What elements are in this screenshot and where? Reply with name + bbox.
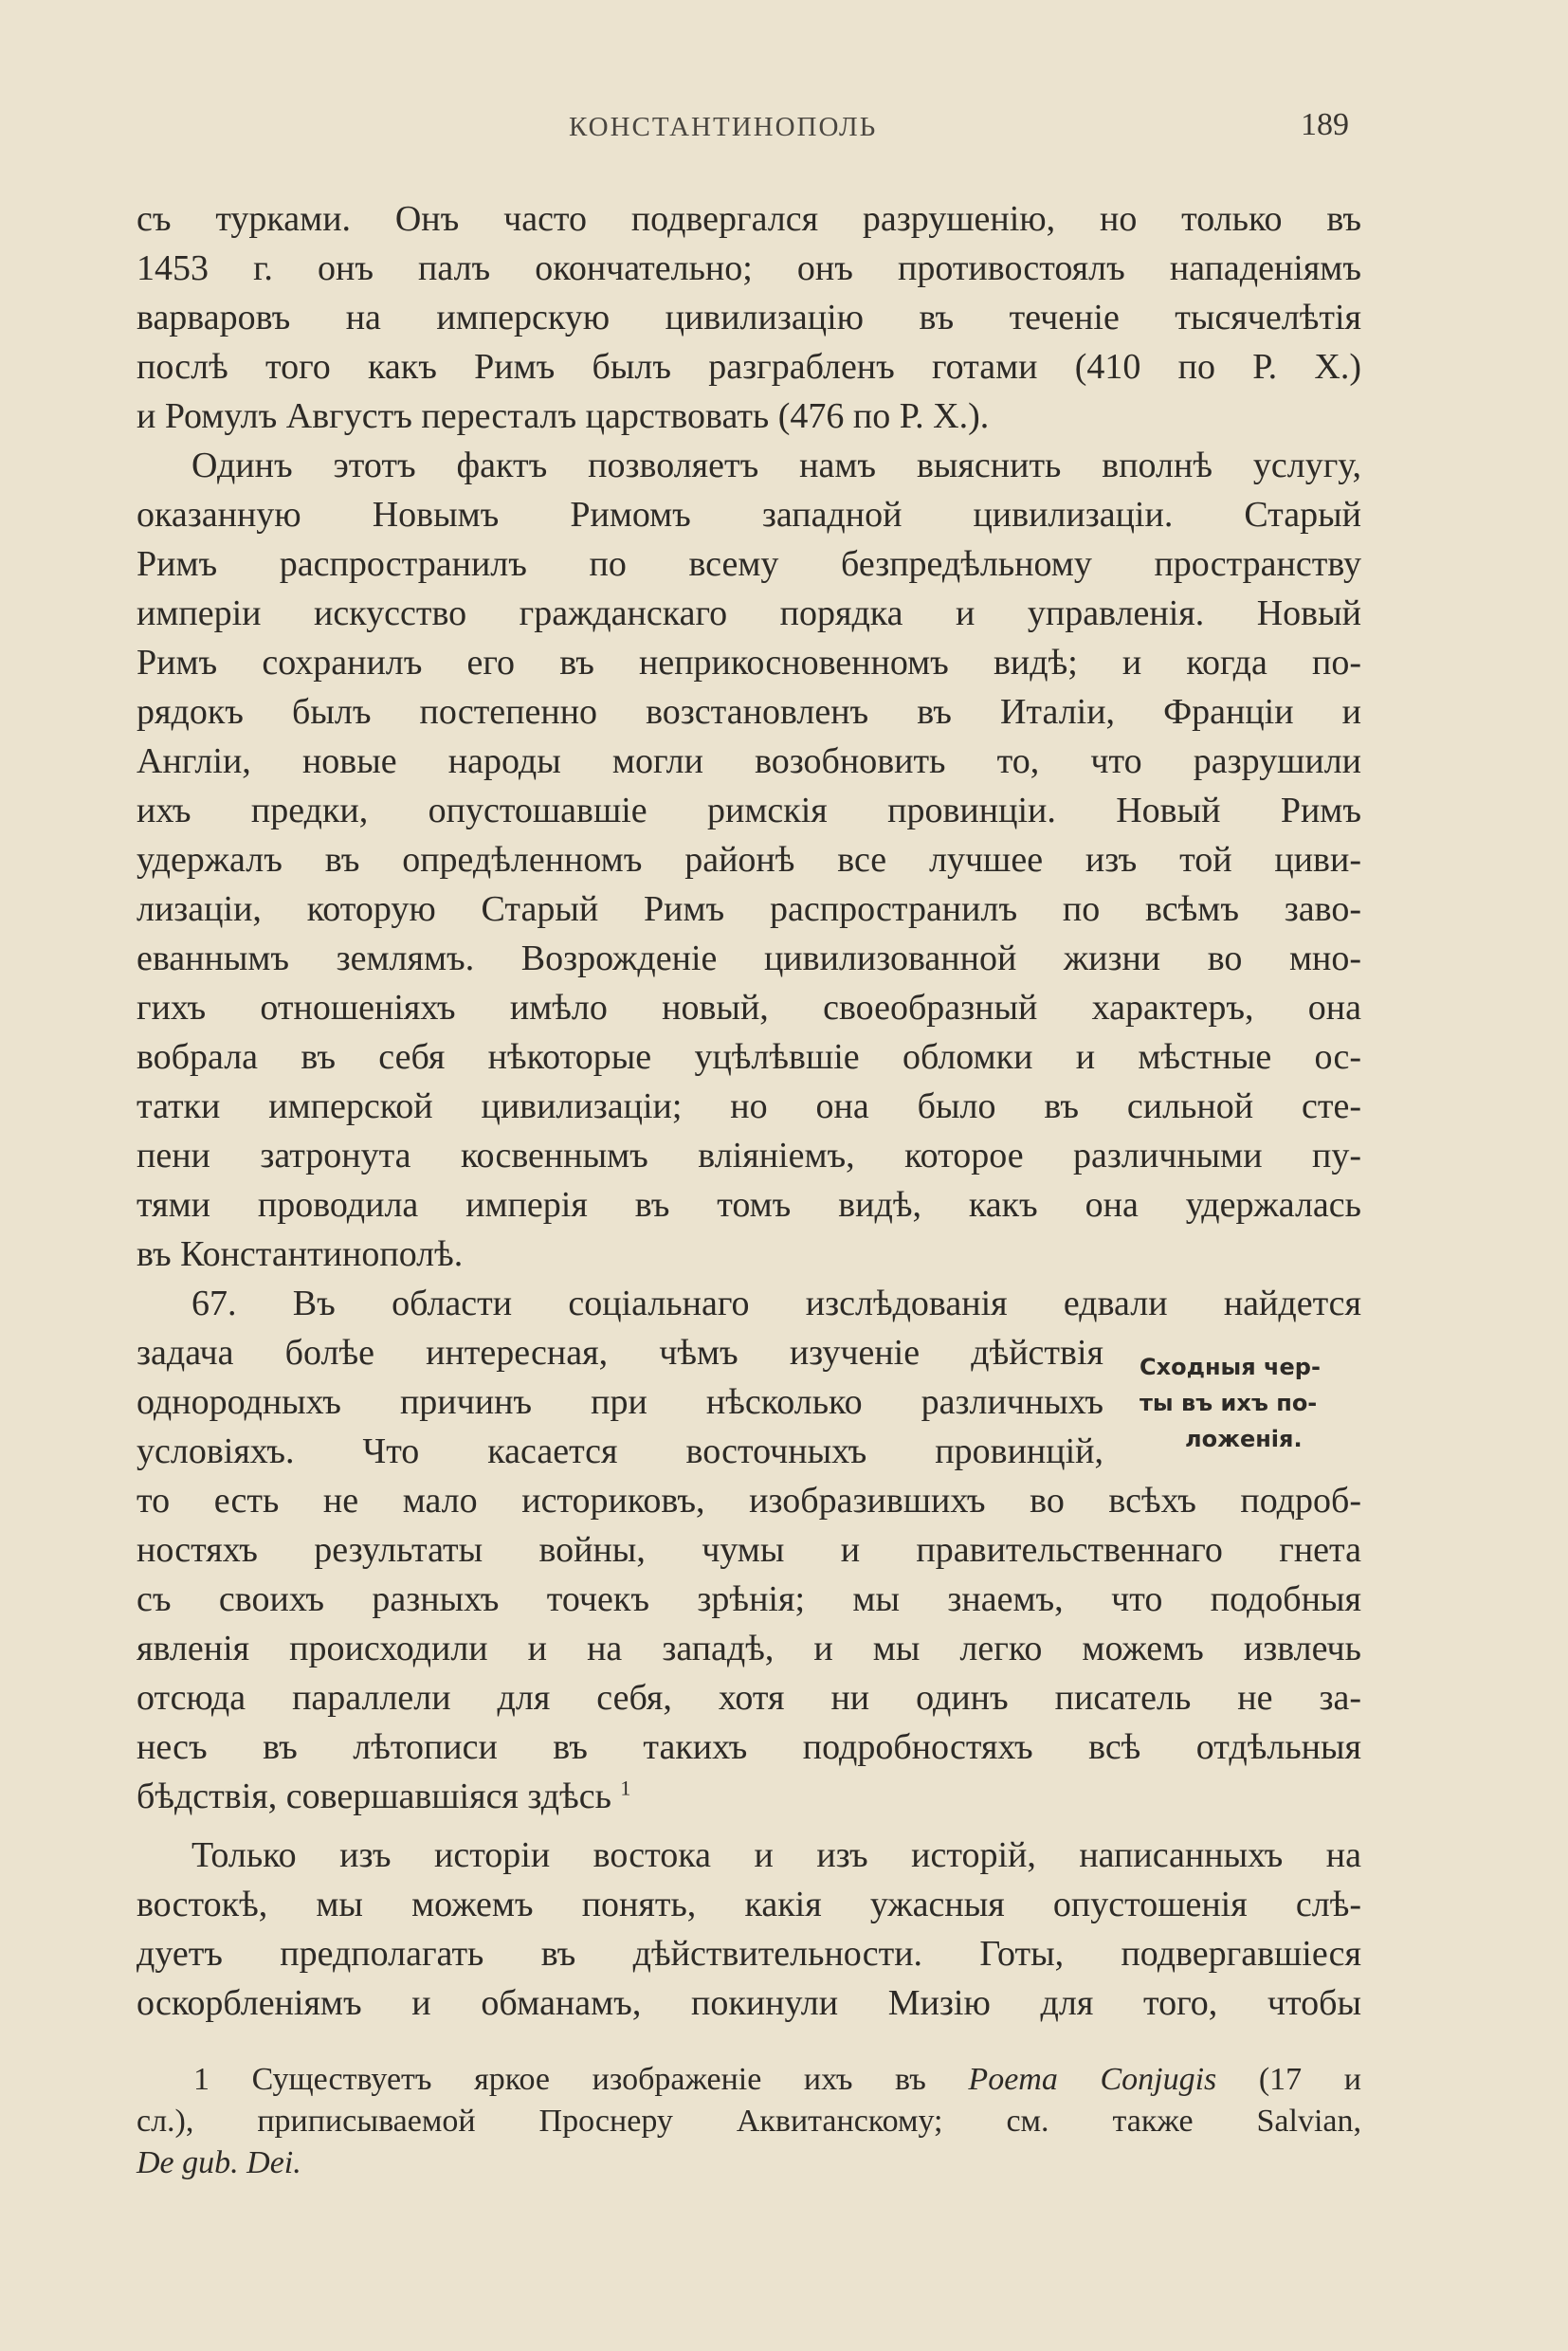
text-line: условіяхъ. Что касается восточныхъ провинцій, (137, 1431, 1103, 1471)
footnote-line: сл.), приписываемой Проснеру Аквитанскому; см. также Salvian, (137, 2104, 1361, 2139)
running-head: КОНСТАНТИНОПОЛЬ (569, 112, 878, 142)
text-line: татки имперской цивилизаціи; но она было въ сильной сте- (137, 1086, 1361, 1126)
text-line: удержалъ въ опредѣленномъ районѣ все лучшее изъ той циви- (137, 840, 1361, 880)
margin-note-line: Сходныя чер- (1140, 1354, 1321, 1380)
text-line: однородныхъ причинъ при нѣсколько различныхъ (137, 1382, 1103, 1422)
text-line: ностяхъ результаты войны, чумы и правительственнаго гнета (137, 1530, 1361, 1570)
text-line: пени затронута косвеннымъ вліяніемъ, которое различными пу- (137, 1136, 1361, 1176)
text-line: въ Константинополѣ. (137, 1234, 464, 1274)
footnote-reference: 1 (620, 1776, 631, 1800)
text-line: оскорбленіямъ и обманамъ, покинули Мизію для того, чтобы (137, 1983, 1361, 2023)
footnote-line (137, 2142, 301, 2184)
text-line-content: бѣдствія, совершавшіяся здѣсь (137, 1777, 611, 1816)
text-line: съ турками. Онъ часто подвергался разрушенію, но только въ (137, 199, 1361, 239)
text-line: еваннымъ землямъ. Возрожденіе цивилизованной жизни во мно- (137, 939, 1361, 978)
margin-note-line: ложенія. (1185, 1426, 1303, 1452)
text-line: несъ въ лѣтописи въ такихъ подробностяхъ всѣ отдѣльныя (137, 1727, 1361, 1767)
text-line: дуетъ предполагать въ дѣйствительности. Готы, подвергавшіеся (137, 1934, 1361, 1974)
text-line: лизаціи, которую Старый Римъ распространилъ по всѣмъ заво- (137, 889, 1361, 929)
text-line: вобрала въ себя нѣкоторые уцѣлѣвшіе обломки и мѣстные ос- (137, 1037, 1361, 1077)
text-line: съ своихъ разныхъ точекъ зрѣнія; мы знаемъ, что подобныя (137, 1579, 1361, 1619)
text-line: то есть не мало историковъ, изобразившихъ во всѣхъ подроб- (137, 1481, 1361, 1521)
footnote-title: De gub. Dei. (137, 2145, 301, 2180)
text-line (137, 1773, 630, 1820)
text-line: отсюда параллели для себя, хотя ни одинъ писатель не за- (137, 1678, 1361, 1718)
text-line: задача болѣе интересная, чѣмъ изученіе дѣйствія (137, 1333, 1103, 1373)
text-line: имперіи искусство гражданскаго порядка и управленія. Новый (137, 593, 1361, 633)
text-line: тями проводила имперія въ томъ видѣ, какъ она удержалась (137, 1185, 1361, 1225)
paragraph-start-line: Только изъ исторіи востока и изъ исторій, написанныхъ на (191, 1835, 1361, 1875)
text-line: оказанную Новымъ Римомъ западной цивилизаціи. Старый (137, 495, 1361, 535)
text-line: и Ромулъ Августъ пересталъ царствовать (476 по Р. Х.). (137, 396, 990, 436)
text-line: явленія происходили и на западѣ, и мы легко можемъ извлечь (137, 1629, 1361, 1668)
paragraph-start-line: 67. Въ области соціальнаго изслѣдованія едвали найдется (191, 1284, 1361, 1323)
paragraph-start-line: Одинъ этотъ фактъ позволяетъ намъ выяснить вполнѣ услугу, (191, 446, 1361, 485)
text-line: ихъ предки, опустошавшіе римскія провинціи. Новый Римъ (137, 791, 1361, 830)
text-line: 1453 г. онъ палъ окончательно; онъ противостоялъ нападеніямъ (137, 248, 1361, 288)
text-line: востокѣ, мы можемъ понять, какія ужасныя опустошенія слѣ- (137, 1885, 1361, 1924)
text-line: Англіи, новые народы могли возобновить то, что разрушили (137, 741, 1361, 781)
text-line: Римъ сохранилъ его въ неприкосновенномъ видѣ; и когда по- (137, 643, 1361, 683)
text-line: рядокъ былъ постепенно возстановленъ въ Италіи, Франціи и (137, 692, 1361, 732)
text-line: варваровъ на имперскую цивилизацію въ теченіе тысячелѣтія (137, 298, 1361, 337)
footnote-line (137, 2059, 1361, 2101)
margin-note-line: ты въ ихъ по- (1140, 1390, 1318, 1416)
page-number: 189 (1301, 107, 1349, 142)
footnote-marker: 1 (193, 2062, 210, 2097)
text-line: послѣ того какъ Римъ былъ разграбленъ готами (410 по Р. Х.) (137, 347, 1361, 387)
footnote-title: Poema Conjugis (968, 2062, 1217, 2097)
text-line: гихъ отношеніяхъ имѣло новый, своеобразный характеръ, она (137, 988, 1361, 1028)
footnote-text: Существуетъ яркое изображеніе ихъ въ (251, 2062, 926, 2097)
footnote-text: (17 и (1258, 2062, 1361, 2097)
text-line: Римъ распространилъ по всему безпредѣльному пространству (137, 544, 1361, 584)
